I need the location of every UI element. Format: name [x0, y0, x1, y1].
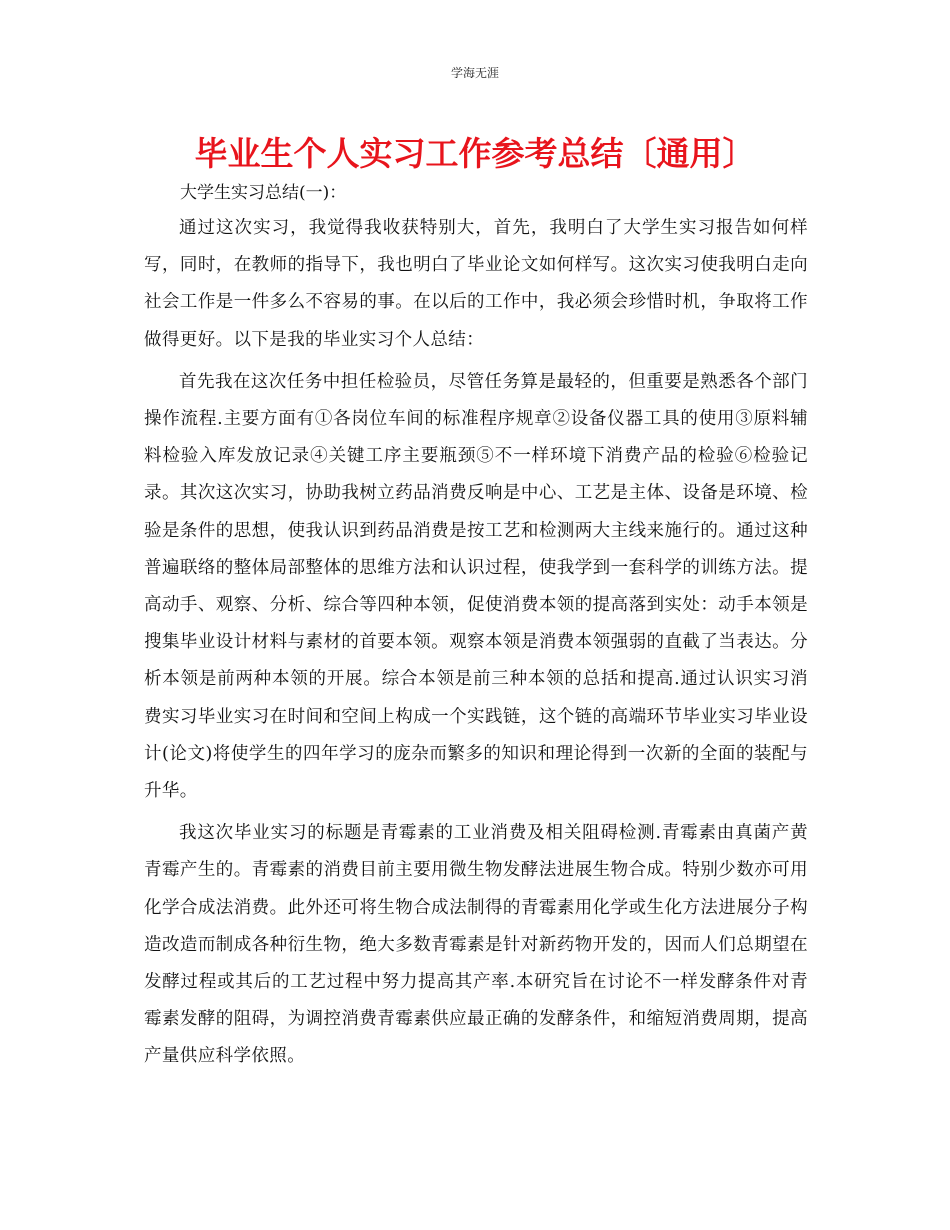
page-header: 学海无涯: [450, 66, 499, 80]
document-body: [144, 178, 808, 1076]
paragraph-inspector-role: 首先我在这次任务中担任检验员，尽管任务算是最轻的，但重要是熟悉各个部门操作流程.主要方面有①各岗位车间的标准程序规章②设备仪器工具的使用③原料辅料检验入库发放记录④关键工序主要瓶颈⑤不一样环境下消费产品的检验⑥检验记录。其次这次实习，协助我树立药品消费反响是中心、工艺是主体、设备是环境、检验是条件的思想，使我认识到药品消费是按工艺和检测两大主线来施行的。通过这种普遍联络的整体局部整体的思维方法和认识过程，使我学到一套科学的训练方法。提高动手、观察、分析、综合等四种本领，促使消费本领的提高落到实处：动手本领是搜集毕业设计材料与素材的首要本领。观察本领是消费本领强弱的直截了当表达。分析本领是前两种本领的开展。综合本领是前三种本领的总括和提高.通过认识实习消费实习毕业实习在时间和空间上构成一个实践链，这个链的高端环节毕业实习毕业设计(论文)将使学生的四年学习的庞杂而繁多的知识和理论得到一次新的全面的装配与升华。: [144, 371, 808, 802]
section-heading: 大学生实习总结(一)：: [180, 183, 347, 203]
paragraph-penicillin-topic: 我这次毕业实习的标题是青霉素的工业消费及相关阻碍检测.青霉素由真菌产黄青霉产生的。青霉素的消费目前主要用微生物发酵法进展生物合成。特别少数亦可用化学合成法消费。此外还可将生物合成法制得的青霉素用化学或生化方法进展分子构造改造而制成各种衍生物，绝大多数青霉素是针对新药物开发的，因而人们总期望在发酵过程或其后的工艺过程中努力提高其产率.本研究旨在讨论不一样发酵条件对青霉素发酵的阻碍，为调控消费青霉素供应最正确的发酵条件，和缩短消费周期，提高产量供应科学依照。: [144, 823, 808, 1067]
paragraph-intro: 通过这次实习，我觉得我收获特别大，首先，我明白了大学生实习报告如何样写，同时，在教师的指导下，我也明白了毕业论文如何样写。这次实习使我明白走向社会工作是一件多么不容易的事。在以后的工作中，我必须会珍惜时机，争取将工作做得更好。以下是我的毕业实习个人总结：: [144, 218, 808, 350]
document-title: 毕业生个人实习工作参考总结〔通用〕: [194, 134, 756, 173]
